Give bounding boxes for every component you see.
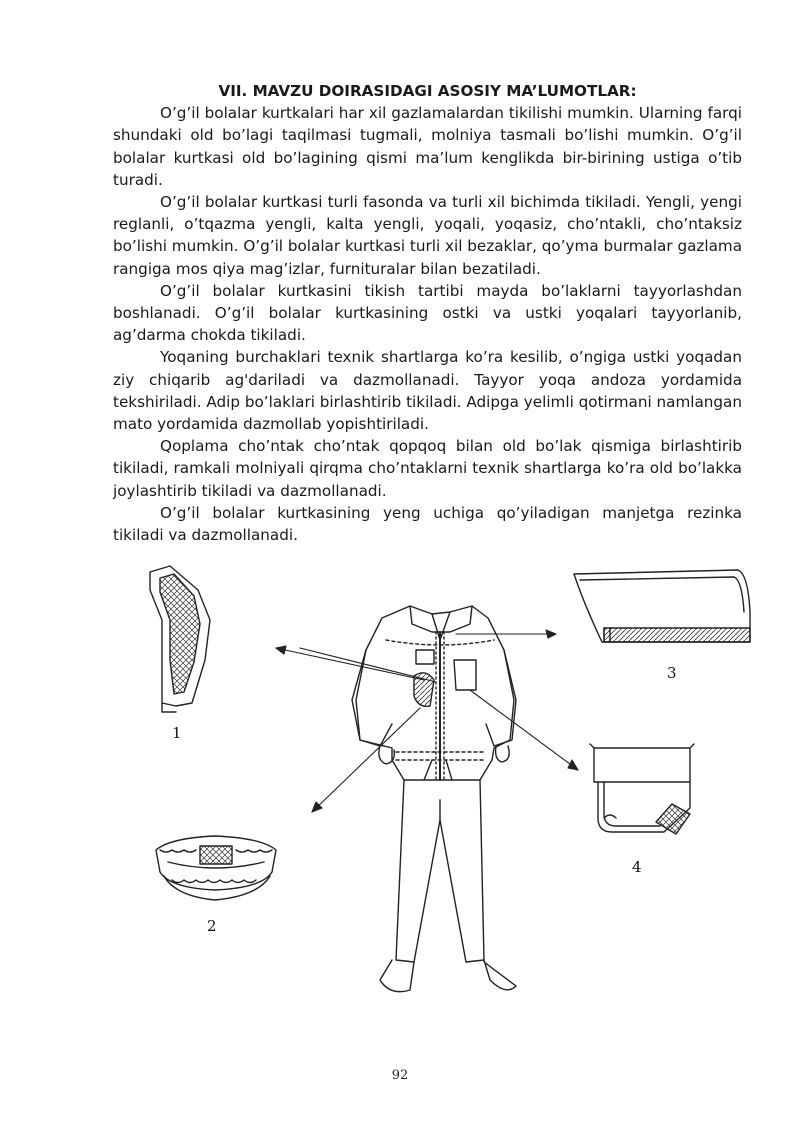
paragraph-4: Yoqaning burchaklari texnik shartlarga ko’ra kesilib, o’ngiga ustki yoqadan ziy chiqarib ag'dariladi va dazmollanadi. Tayyor yoqa andoza yordamida tekshiriladi. Adip bo’laklari birlashtirib tikiladi. Adipga yelimli qotirmani namlangan mato yordamida dazmollab yopishtiriladi. — [113, 348, 742, 434]
paragraph-2: O’g’il bolalar kurtkasi turli fasonda va turli xil bichimda tikiladi. Yengli, yengi reglanli, o’tqazma yengli, kalta yengli, yoqali, yoqasiz, cho’ntakli, cho’ntaksiz bo’lishi mumkin. O’g’il bolalar kurtkasi turli xil bezaklar, qo’yma burmalar gazlama rangiga mos qiya mag’izlar, furnituralar bilan bezatiladi. — [113, 193, 742, 278]
figure-label-1: 1 — [172, 724, 182, 742]
figure-label-2: 2 — [207, 917, 217, 935]
patch-pocket — [590, 744, 694, 834]
section-heading: VII. MAVZU DOIRASIDAGI ASOSIY MA’LUMOTLAR: — [218, 82, 637, 100]
jacket-illustration — [0, 540, 800, 1020]
figure-label-3: 3 — [667, 664, 677, 682]
paragraph-5: Qoplama cho’ntak cho’ntak qopqoq bilan old bo’lak qismiga birlashtirib tikiladi, ramkali molniyali qirqma cho’ntaklarni texnik shartlarga ko’ra old bo’lakka joylashtirib tikiladi va dazmollanadi. — [113, 437, 742, 500]
paragraph-1: O’g’il bolalar kurtkalari har xil gazlamalardan tikilishi mumkin. Ularning farqi shundaki old bo’lagi taqilmasi tugmali, molniya tasmali bo’lishi mumkin. O’g’il bolalar kurtkasi old bo’lagining qismi ma’lum kenglikda bir-birining ustiga o’tib turadi. — [113, 104, 742, 189]
figure-label-4: 4 — [632, 858, 642, 876]
paragraph-3: O’g’il bolalar kurtkasini tikish tartibi mayda bo’laklarni tayyorlashdan boshlanadi. O’g’il bolalar kurtkasining ostki va ustki yoqalari tayyorlanib, ag’darma chokda tikiladi. — [113, 281, 742, 345]
collar-piece — [574, 570, 750, 642]
facing-piece — [150, 566, 210, 712]
body-text — [113, 80, 742, 546]
elastic-cuff — [156, 836, 276, 900]
page-number: 92 — [391, 1068, 409, 1083]
jacket-figure — [352, 606, 516, 992]
jacket-drawing — [0, 540, 800, 1020]
pointer-arrows — [276, 630, 578, 812]
paragraph-6: O’g’il bolalar kurtkasining yeng uchiga qo’yiladigan manjetga rezinka tikiladi va dazmollanadi. — [113, 503, 742, 545]
